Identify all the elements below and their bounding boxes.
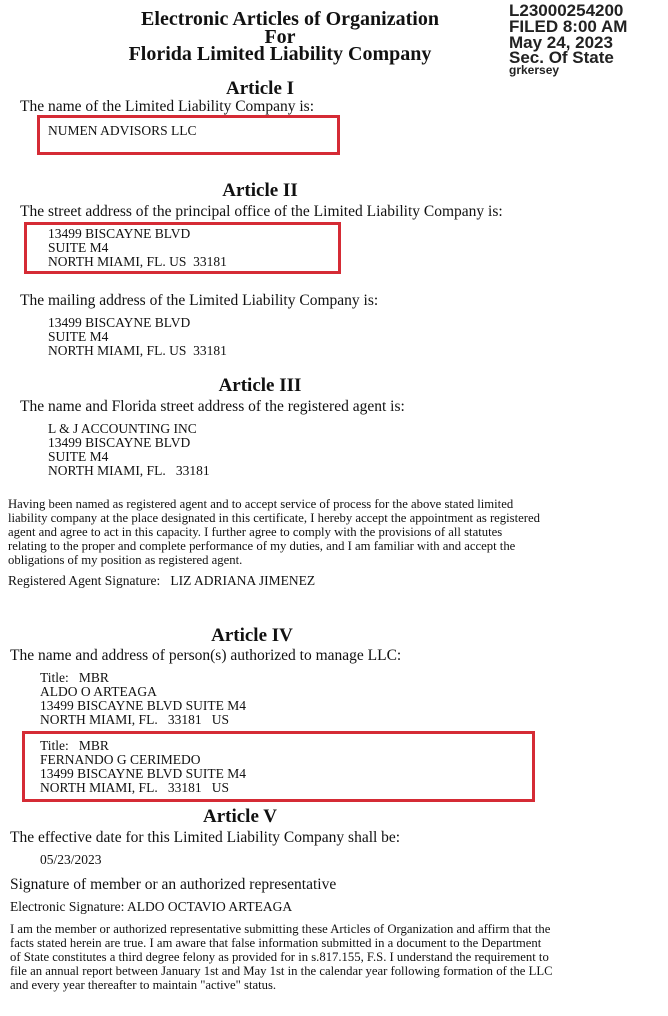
manager-1-title: Title: MBR [40, 670, 109, 685]
article-2-label: The street address of the principal office of the Limited Liability Company is: [20, 203, 503, 220]
company-name: NUMEN ADVISORS LLC [48, 123, 197, 138]
mailing-suite: SUITE M4 [48, 329, 109, 344]
effective-date: 05/23/2023 [40, 852, 102, 867]
article-5-label: The effective date for this Limited Liability Company shall be: [10, 829, 401, 846]
affirmation-line3: of State constitutes a third degree felony as provided for in s.817.155, F.S. I understand the requirement to [10, 950, 549, 964]
manager-1-city: NORTH MIAMI, FL. 33181 US [40, 712, 229, 727]
filed-time: FILED 8:00 AM [509, 17, 628, 36]
principal-city: NORTH MIAMI, FL. US 33181 [48, 254, 227, 269]
document-title-line3: Florida Limited Liability Company [128, 43, 432, 65]
article-4-heading: Article IV [211, 625, 293, 646]
clerk-id: grkersey [509, 63, 560, 77]
agent-street: 13499 BISCAYNE BLVD [48, 435, 191, 450]
mailing-label: The mailing address of the Limited Liability Company is: [20, 292, 379, 309]
manager-2-street: 13499 BISCAYNE BLVD SUITE M4 [40, 766, 247, 781]
secretary-of-state: Sec. Of State [509, 48, 614, 67]
manager-2-title: Title: MBR [40, 738, 109, 753]
manager-2-name: FERNANDO G CERIMEDO [40, 752, 201, 767]
affirmation-line4: file an annual report between January 1st and May 1st in the calendar year following formation of the LLC [10, 964, 553, 978]
document-title-line2: For [264, 26, 296, 48]
article-4-label: The name and address of person(s) authorized to manage LLC: [10, 647, 402, 664]
signature-heading: Signature of member or an authorized representative [10, 876, 337, 893]
manager-1-street: 13499 BISCAYNE BLVD SUITE M4 [40, 698, 247, 713]
mailing-street: 13499 BISCAYNE BLVD [48, 315, 191, 330]
agent-statement-line2: liability company at the place designated in this certificate, I hereby accept the appointment as registered [8, 511, 540, 525]
filing-number: L23000254200 [509, 1, 624, 20]
principal-street: 13499 BISCAYNE BLVD [48, 226, 191, 241]
agent-statement-line4: relating to the proper and complete performance of my duties, and I am familiar with and accept the [8, 539, 516, 553]
article-5-heading: Article V [202, 806, 278, 827]
mailing-city: NORTH MIAMI, FL. US 33181 [48, 343, 227, 358]
affirmation-line2: facts stated herein are true. I am aware that false information submitted in a document to the Department [10, 936, 542, 950]
agent-suite: SUITE M4 [48, 449, 109, 464]
article-2-heading: Article II [222, 180, 298, 201]
affirmation-line1: I am the member or authorized representative submitting these Articles of Organization and affirm that the [10, 922, 551, 936]
agent-city: NORTH MIAMI, FL. 33181 [48, 463, 210, 478]
agent-name: L & J ACCOUNTING INC [48, 421, 197, 436]
article-1-label: The name of the Limited Liability Company is: [20, 98, 315, 115]
manager-2-city: NORTH MIAMI, FL. 33181 US [40, 780, 229, 795]
affirmation-line5: and every year thereafter to maintain "active" status. [10, 978, 277, 992]
agent-statement-line1: Having been named as registered agent and to accept service of process for the above stated limited [8, 497, 514, 511]
filed-date: May 24, 2023 [509, 33, 613, 52]
principal-suite: SUITE M4 [48, 240, 109, 255]
article-3-label: The name and Florida street address of the registered agent is: [20, 398, 405, 415]
agent-statement-line5: obligations of my position as registered agent. [8, 553, 243, 567]
agent-statement-line3: agent and agree to act in this capacity. I further agree to comply with the provisions of all statutes [8, 525, 503, 539]
electronic-signature: Electronic Signature: ALDO OCTAVIO ARTEAGA [10, 899, 293, 914]
agent-signature: Registered Agent Signature: LIZ ADRIANA JIMENEZ [8, 573, 316, 588]
article-3-heading: Article III [218, 375, 302, 396]
article-1-heading: Article I [225, 78, 295, 99]
document-title-line1: Electronic Articles of Organization [141, 8, 439, 30]
manager-1-name: ALDO O ARTEAGA [40, 684, 157, 699]
